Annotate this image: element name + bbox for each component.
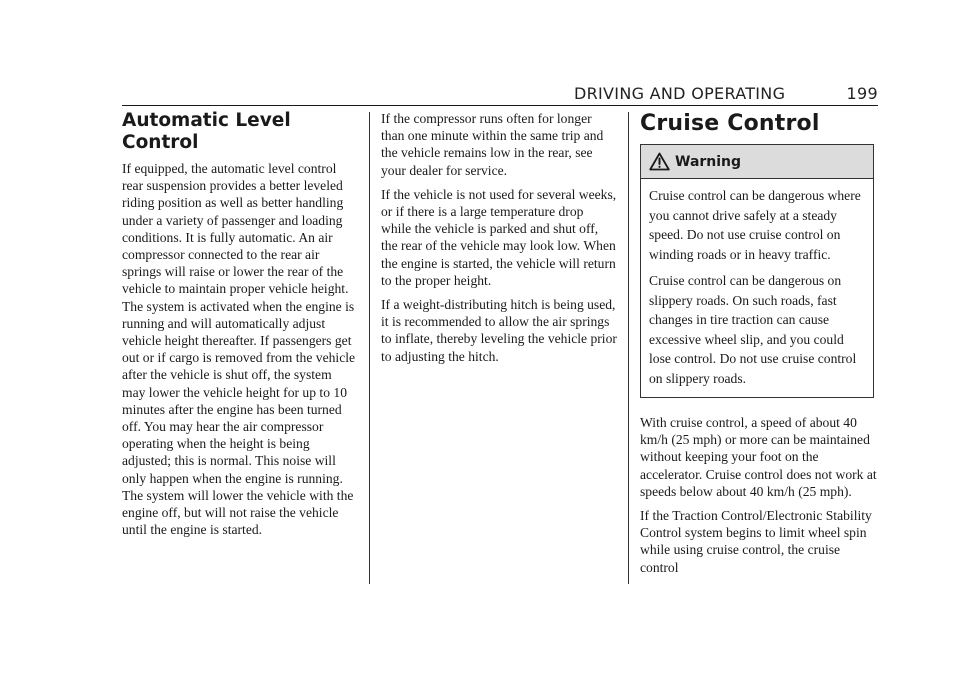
warning-paragraph: Cruise control can be dangerous on slippery roads. On such roads, fast changes in tire traction can cause excessive wheel slip, and you could lose control. Do not use cruise control on slippery roads. <box>649 273 857 386</box>
column-divider-2 <box>628 112 629 584</box>
section-title: DRIVING AND OPERATING <box>574 83 786 103</box>
paragraph: With cruise control, a speed of about 40 km/h (25 mph) or more can be maintained without keeping your foot on the accelerator. Cruise control does not work at speeds below about 40 km/h (25 mph). <box>640 415 877 499</box>
header-rule <box>122 105 878 106</box>
running-header <box>574 82 878 104</box>
column-divider-1 <box>369 112 370 584</box>
warning-triangle-icon <box>649 152 670 171</box>
middle-column <box>381 110 617 372</box>
right-column <box>640 110 878 583</box>
warning-header <box>641 145 873 179</box>
warning-body <box>641 179 873 397</box>
warning-box <box>640 144 874 398</box>
paragraph: If a weight-distributing hitch is being used, it is recommended to allow the air springs to inflate, thereby leveling the vehicle prior to adjusting the hitch. <box>381 297 617 364</box>
warning-title: Warning <box>675 153 742 170</box>
section-heading-automatic-level-control: Automatic Level Control <box>122 110 291 153</box>
paragraph: If the vehicle is not used for several weeks, or if there is a large temperature drop while the vehicle is parked and shut off, the rear of the vehicle may look low. When the engine is started, the vehicle will return to the proper height. <box>381 186 617 288</box>
warning-paragraph: Cruise control can be dangerous where you cannot drive safely at a steady speed. Do not use cruise control on winding roads or in heavy traffic. <box>649 188 861 262</box>
page-number: 199 <box>846 83 878 103</box>
paragraph: If the compressor runs often for longer than one minute within the same trip and the vehicle remains low in the rear, see your dealer for service. <box>381 111 604 178</box>
paragraph: If the Traction Control/Electronic Stability Control system begins to limit wheel spin while using cruise control, the cruise control <box>640 508 872 575</box>
left-column <box>122 110 358 545</box>
section-heading-cruise-control: Cruise Control <box>640 111 820 136</box>
paragraph: If equipped, the automatic level control rear suspension provides a better leveled riding position as well as better handling under a variety of passenger and loading conditions. It is fully automatic. An air compressor connected to the rear air springs will raise or lower the rear of the vehicle to maintain proper vehicle height. The system is activated when the engine is running and will automatically adjust vehicle height thereafter. If passengers get out or if cargo is removed from the vehicle after the vehicle is shut off, the system may lower the vehicle height for up to 10 minutes after the engine has been turned off. You may hear the air compressor operating when the height is being adjusted; this is normal. This noise will only happen when the engine is running. The system will lower the vehicle with the engine off, but will not raise the vehicle until the engine is started. <box>122 161 356 538</box>
